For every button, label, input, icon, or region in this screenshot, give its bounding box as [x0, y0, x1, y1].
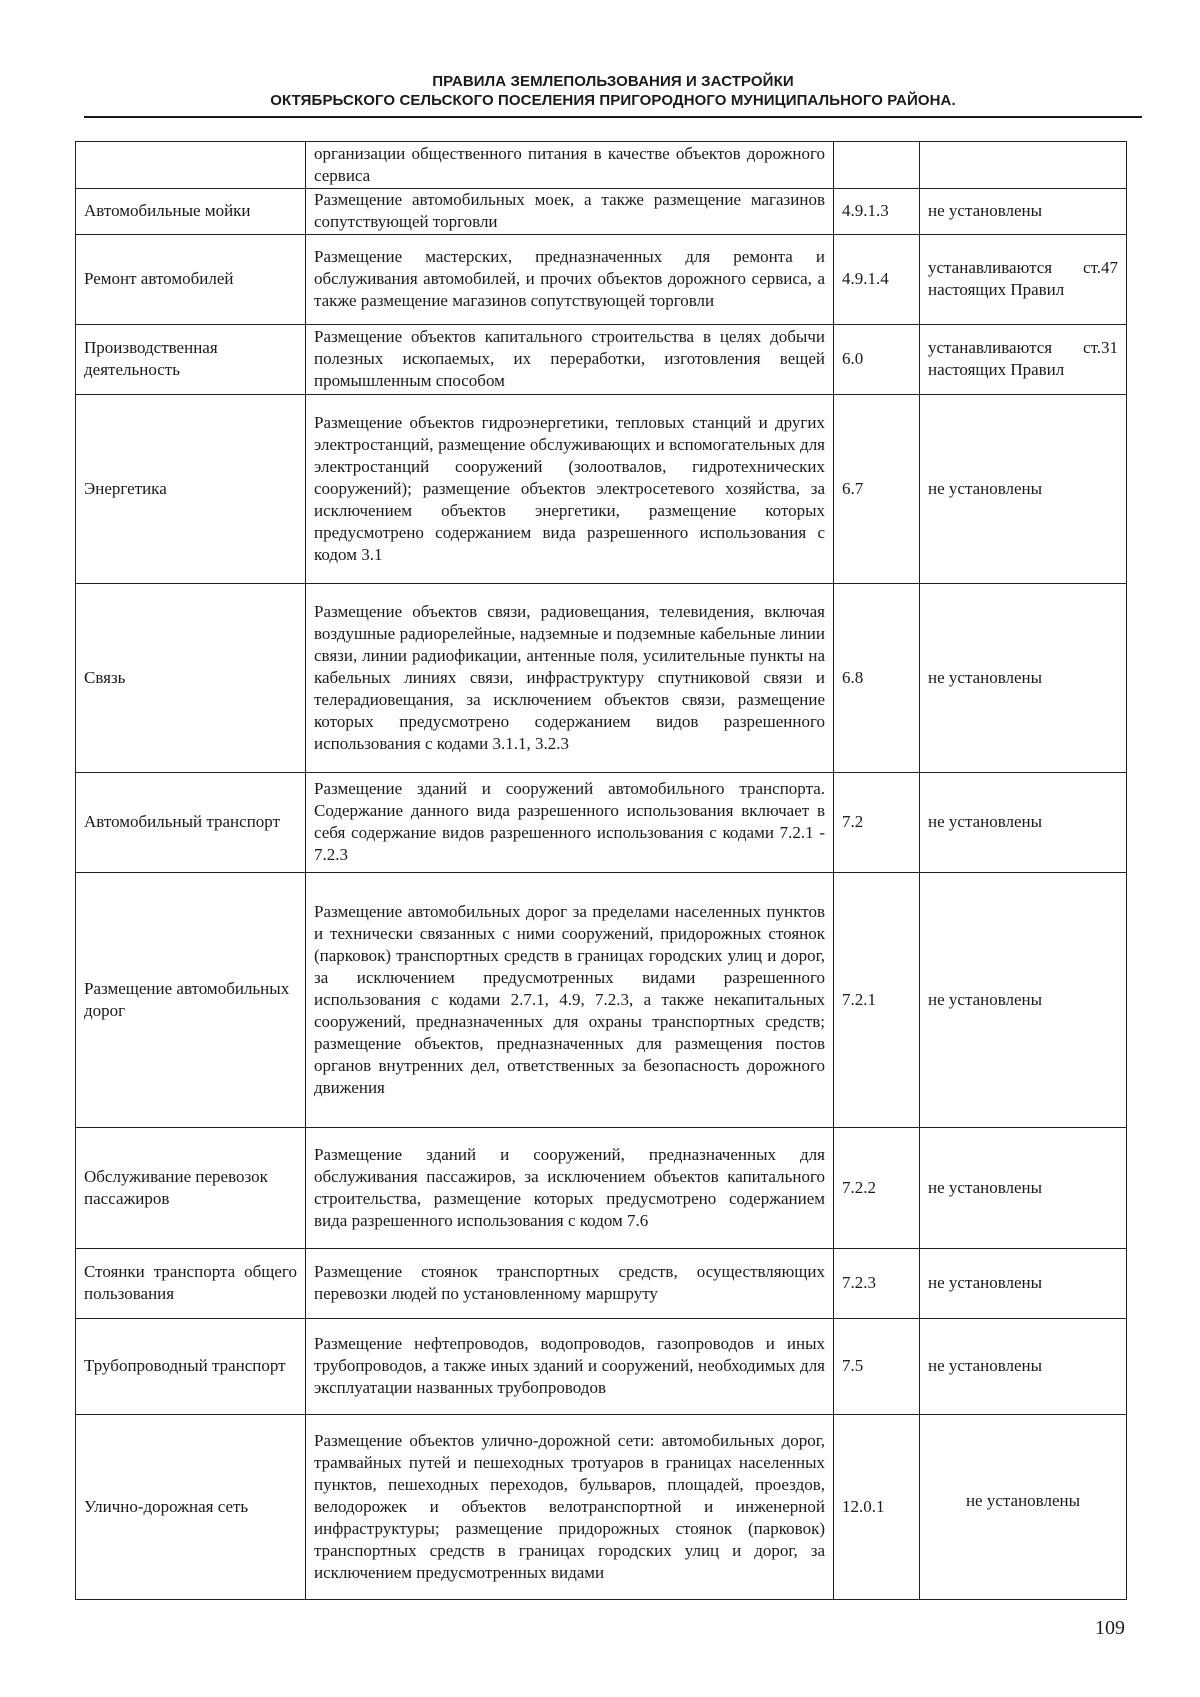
use-type-code: 7.2.2: [834, 1128, 920, 1249]
use-type-name: Обслуживание перевозок пассажиров: [76, 1128, 306, 1249]
use-type-name: Трубопроводный транспорт: [76, 1319, 306, 1415]
table-row: [76, 1415, 1127, 1600]
use-type-name: Улично-дорожная сеть: [76, 1415, 306, 1600]
header-line-2: ОКТЯБРЬСКОГО СЕЛЬСКОГО ПОСЕЛЕНИЯ ПРИГОРОДНОГО МУНИЦИПАЛЬНОГО РАЙОНА.: [270, 92, 956, 109]
use-type-parameter: устанавливаются ст.31 настоящих Правил: [920, 325, 1127, 395]
use-type-name: Ремонт автомобилей: [76, 235, 306, 325]
use-type-parameter: не установлены: [920, 1128, 1127, 1249]
use-type-parameter: не установлены: [920, 773, 1127, 873]
use-type-code: 7.2: [834, 773, 920, 873]
use-type-description: Размещение мастерских, предназначенных для ремонта и обслуживания автомобилей, и прочих объектов дорожного сервиса, а также размещение магазинов сопутствующей торговли: [306, 235, 834, 325]
use-type-parameter: не установлены: [920, 189, 1127, 235]
header-line-1: ПРАВИЛА ЗЕМЛЕПОЛЬЗОВАНИЯ И ЗАСТРОЙКИ: [432, 73, 794, 90]
use-type-description: организации общественного питания в качестве объектов дорожного сервиса: [306, 142, 834, 189]
table-row: [76, 189, 1127, 235]
use-type-name: [76, 142, 306, 189]
use-type-description: Размещение объектов связи, радиовещания, телевидения, включая воздушные радиорелейные, надземные и подземные кабельные линии связи, линии радиофикации, антенные поля, усилительные пункты на кабельных линиях связи, инфраструктуру спутниковой связи и телерадиовещания, за исключением объектов связи, размещение которых предусмотрено содержанием видов разрешенного использования с кодами 3.1.1, 3.2.3: [306, 584, 834, 773]
use-type-name: Размещение автомобильных дорог: [76, 873, 306, 1128]
use-type-parameter: устанавливаются ст.47 настоящих Правил: [920, 235, 1127, 325]
table-row: [76, 1249, 1127, 1319]
use-type-name: Связь: [76, 584, 306, 773]
use-type-parameter: не установлены: [920, 395, 1127, 584]
use-type-description: Размещение автомобильных моек, а также размещение магазинов сопутствующей торговли: [306, 189, 834, 235]
use-type-name: Производственная деятельность: [76, 325, 306, 395]
land-use-table: [75, 141, 1127, 1600]
use-type-description: Размещение нефтепроводов, водопроводов, газопроводов и иных трубопроводов, а также иных зданий и сооружений, необходимых для эксплуатации названных трубопроводов: [306, 1319, 834, 1415]
use-type-code: 6.0: [834, 325, 920, 395]
use-type-parameter: не установлены: [920, 584, 1127, 773]
table-row: [76, 873, 1127, 1128]
use-type-name: Автомобильный транспорт: [76, 773, 306, 873]
use-type-name: Энергетика: [76, 395, 306, 584]
use-type-parameter: не установлены: [920, 1249, 1127, 1319]
table-row: [76, 584, 1127, 773]
header-divider: [84, 116, 1142, 118]
use-type-code: 7.2.1: [834, 873, 920, 1128]
use-type-description: Размещение объектов гидроэнергетики, тепловых станций и других электростанций, размещение обслуживающих и вспомогательных для электростанций сооружений (золоотвалов, гидротехнических сооружений); размещение объектов электросетевого хозяйства, за исключением объектов энергетики, размещение которых предусмотрено содержанием вида разрешенного использования с кодом 3.1: [306, 395, 834, 584]
use-type-description: Размещение зданий и сооружений автомобильного транспорта. Содержание данного вида разрешенного использования включает в себя содержание видов разрешенного использования с кодами 7.2.1 - 7.2.3: [306, 773, 834, 873]
page-number: 109: [1095, 1617, 1125, 1639]
use-type-parameter: не установлены: [920, 1319, 1127, 1415]
table-row: [76, 325, 1127, 395]
use-type-description: Размещение стоянок транспортных средств, осуществляющих перевозки людей по установленному маршруту: [306, 1249, 834, 1319]
use-type-description: Размещение зданий и сооружений, предназначенных для обслуживания пассажиров, за исключением объектов капитального строительства, размещение которых предусмотрено содержанием вида разрешенного использования с кодом 7.6: [306, 1128, 834, 1249]
use-type-parameter: не установлены: [920, 1415, 1127, 1600]
use-type-description: Размещение объектов улично-дорожной сети: автомобильных дорог, трамвайных путей и пешеходных тротуаров в границах населенных пунктов, пешеходных переходов, бульваров, площадей, проездов, велодорожек и объектов велотранспортной и инженерной инфраструктуры; размещение придорожных стоянок (парковок) транспортных средств в границах городских улиц и дорог, за исключением предусмотренных видами: [306, 1415, 834, 1600]
document-header: [84, 72, 1142, 110]
use-type-description: Размещение автомобильных дорог за пределами населенных пунктов и технически связанных с ними сооружений, придорожных стоянок (парковок) транспортных средств в границах городских улиц и дорог, за исключением предусмотренных видами разрешенного использования с кодами 2.7.1, 4.9, 7.2.3, а также некапитальных сооружений, предназначенных для охраны транспортных средств; размещение объектов, предназначенных для размещения постов органов внутренних дел, ответственных за безопасность дорожного движения: [306, 873, 834, 1128]
use-type-code: 12.0.1: [834, 1415, 920, 1600]
use-type-code: 4.9.1.3: [834, 189, 920, 235]
use-type-code: 6.7: [834, 395, 920, 584]
use-type-code: 4.9.1.4: [834, 235, 920, 325]
use-type-code: 7.5: [834, 1319, 920, 1415]
table-row: [76, 235, 1127, 325]
use-type-description: Размещение объектов капитального строительства в целях добычи полезных ископаемых, их переработки, изготовления вещей промышленным способом: [306, 325, 834, 395]
table-row: [76, 395, 1127, 584]
use-type-code: 7.2.3: [834, 1249, 920, 1319]
table-row: [76, 773, 1127, 873]
table-row: [76, 142, 1127, 189]
use-type-name: Стоянки транспорта общего пользования: [76, 1249, 306, 1319]
use-type-code: 6.8: [834, 584, 920, 773]
use-type-code: [834, 142, 920, 189]
use-type-name: Автомобильные мойки: [76, 189, 306, 235]
table-row: [76, 1319, 1127, 1415]
use-type-parameter: [920, 142, 1127, 189]
use-type-parameter: не установлены: [920, 873, 1127, 1128]
table-row: [76, 1128, 1127, 1249]
